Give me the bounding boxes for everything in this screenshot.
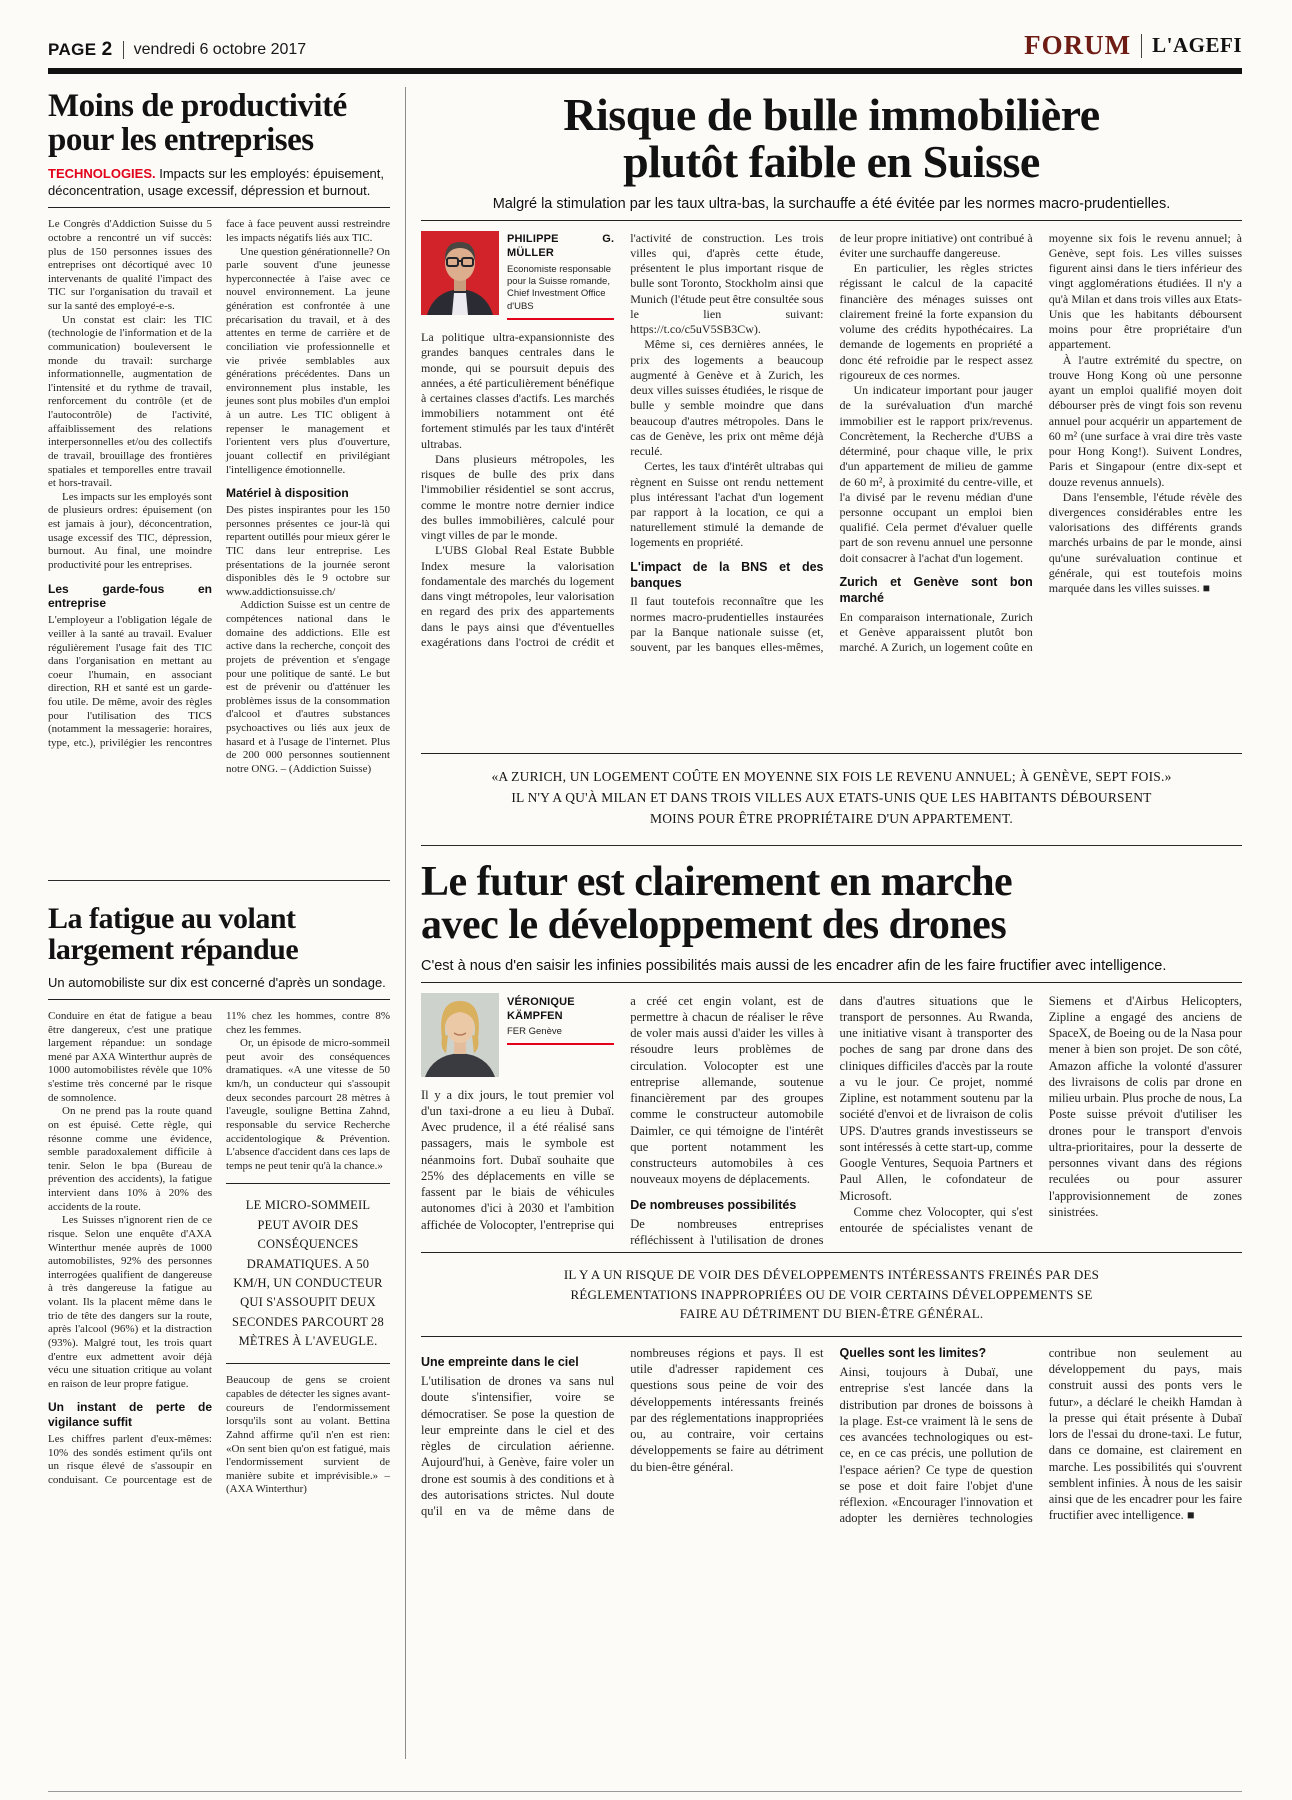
header-separator — [123, 41, 124, 59]
byline-accent-rule — [507, 318, 614, 320]
column-divider — [405, 87, 406, 1759]
subhead: Zurich et Genève sont bon marché — [839, 574, 1033, 605]
paragraph: L'UBS Global Real Estate Bubble Index mesure la valorisation fondamentale des marchés du logement dans vingt métropoles, leur valorisation en regard des prix des appartements dans le pays ainsi que d'éventuelles exagérations dans l'octroi de crédit et l'activité de construction. Les trois villes qui, d'après cette étude, présentent le plus important risque de bulle sont Toronto, Stockholm ainsi que Munich (l'étude peut être consultée sous le lien suivant: https://t.co/c5uV5SB3Cw). — [421, 230, 824, 649]
headline-line: plutôt faible en Suisse — [623, 136, 1040, 188]
article-subtitle: C'est à nous d'en saisir les infinies possibilités mais aussi de les encadrer afin de les faire fructifier avec intelligence. — [421, 958, 1242, 983]
headline-line: largement répandue — [48, 932, 299, 966]
paragraph: En comparaison internationale, Zurich et Genève apparaissent plutôt bon marché. A Zurich, un logement coûte en moyenne six fois le revenu annuel; à Genève, sept fois. Les villes suisses figurent ainsi dans le tiers inférieur des vingt agglomérations étudiées. Il n'y a qu'à Milan et dans trois villes aux Etats-Unis que les habitants déboursent moins pour être propriétaire d'un appartement. — [839, 230, 1242, 655]
paragraph: À l'autre extrémité du spectre, on trouve Hong Kong où une personne ayant un emploi qualifié moyen doit débourser près de vingt fois son revenu annuel pour acquérir un appartement de 60 m² (une surface à vrai dire très vaste pour Hong Kong!). Suivent Londres, Paris et Singapour (entre dix-sept et douze revenus annuels). — [1048, 352, 1242, 489]
page-content — [48, 87, 1242, 1759]
page-number: 2 — [101, 39, 113, 60]
paragraph: Les impacts sur les employés sont de plusieurs ordres: épuisement (on est jamais à jour), déconcentration, usage excessif des TIC, dépression, burnout. Au final, une moindre productivité pour les entreprises. — [48, 490, 213, 571]
paragraph: Dans l'ensemble, l'étude révèle des divergences considérables entre les valorisations des différents grands marchés urbains de par le monde, ainsi qu'une surévaluation continue et générale, qui est toutefois moins marquée dans les villes suisses. ■ — [1048, 489, 1242, 596]
paragraph: Comme chez Volocopter, qui s'est entourée de spécialistes venant de Siemens et d'Airbus Helicopters, Zipline a engagé des anciens de SpaceX, de Boeing ou de la Nasa pour mener à bien son projet. De son côté, Amazon affiche la volonté d'assurer des livraisons de colis par drone en milieu urbain. Plus proche de nous, La Poste suisse prévoit d'utiliser les drones pour le transport d'envois ultra-prioritaires, pour la desserte de personnes vivant dans des régions reculées ou pour assurer l'approvisionnement de zones sinistrées. — [839, 993, 1242, 1235]
kicker-tag: TECHNOLOGIES. — [48, 165, 156, 181]
author-photo-mueller — [421, 231, 499, 315]
paragraph: Les chiffres parlent d'eux-mêmes: 10% des sondés estiment qu'ils ont un risque élevé de s'assoupir en conduisant. Ce pourcentage est de 11% chez les hommes, contre 8% chez les femmes. — [48, 1009, 390, 1487]
page-bottom-rule — [48, 1791, 1242, 1792]
paragraph: Or, un épisode de micro-sommeil peut avoir des conséquences dramatiques. «A une vitesse de 50 km/h, un conducteur qui s'assoupit deux secondes parcourt 28 mètres à l'aveugle, souligne Bettina Zahnd, responsable du service Recherche accidentologique & Prévention. L'absence d'accident dans ces laps de temps ne peut tenir qu'à la chance.» — [226, 1037, 390, 1172]
right-column-main — [421, 87, 1242, 1759]
headline-line: pour les entreprises — [48, 121, 314, 158]
byline-meta — [507, 231, 614, 320]
paragraph: Beaucoup de gens se croient capables de détecter les signes avant-coureurs de l'endormissement lorsqu'ils sont au volant. Bettina Zahnd affirme qu'il n'en est rien: «On sent bien qu'on est fatigué, mais l'endormissement survient de manière subite et imprévisible.» – (AXA Winterthur) — [226, 1374, 391, 1496]
paragraph: Un constat est clair: les TIC (technologie de l'information et de la communication) bouleversent le monde du travail: surcharge informationnelle, augmentation de l'intensité et du rythme de travail, renforcement du contrôle (et de l'autocontrôle) de l'activité, affaiblissement des relations interpersonnelles et/ou des collectifs de travail, brouillage des frontières spatiales et temporelles entre travail et hors-travail. — [48, 313, 212, 490]
subhead: Matériel à disposition — [226, 486, 349, 501]
subhead: L'impact de la BNS et des banques — [630, 559, 824, 590]
section-divider — [48, 880, 390, 881]
paragraph: Conduire en état de fatigue a beau être dangereux, c'est une pratique largement répandue: un sondage mené par AXA Winterthur auprès de 1000 automobilistes révèle que 10% s'estime très concerné par le risque de somnolence. — [48, 1009, 212, 1104]
left-column-rail — [48, 87, 390, 1759]
section-divider — [421, 845, 1242, 846]
page-label — [48, 39, 113, 61]
article-headline — [48, 904, 390, 966]
headline-line: La fatigue au volant — [48, 902, 296, 935]
page-header — [48, 30, 1242, 68]
article-body — [48, 1010, 390, 1497]
article-headline — [421, 91, 1242, 186]
paragraph: En particulier, les règles strictes régissant le calcul de la capacité financière des ménages suisses ont clairement freiné la forte expansion du volume des crédits hypothécaires. La demande de logements en propriété a donc été refroidie par le respect assez rigoureux de ces normes. — [839, 261, 1033, 382]
paragraph: Il y a dix jours, le tout premier vol d'un taxi-drone a eu lieu à Dubaï. Avec prudence, il a été réalisé sans passagers, mais le symbole est néanmoins fort. Dubaï souhaite que 25% des déplacements en ville se fassent par le biais de véhicules autonomes d'ici à 2030 et l'ambition affichée de Volocopter, l'entreprise qui a créé cet engin volant, est de permettre à chacun de réaliser le rêve de voler mais aussi d'aider les villes à résoudre leurs problèmes de circulation. Volocopter est une entreprise allemande, soutenue financièrement par des groupes comme le constructeur automobile Daimler, ce qui témoigne de l'intérêt que portent notamment les constructeurs automobiles à ces nouveaux moyens de déplacements. — [421, 993, 824, 1232]
paragraph: Les Suisses n'ignorent rien de ce risque. Selon une enquête d'AXA Winterthur menée auprès de 1000 automobilistes, 92% des personnes interrogées qualifient de dangereuse à très dangereuse la fatigue au volant. Ils la placent même dans le trio de tête des dangers sur la route, après l'alcool (96%) et la distraction (93%). Malgré tout, les trois quart d'entre eux admettent avoir déjà vécu une situation critique au volant en raison de leur propre fatigue. — [48, 1214, 212, 1390]
byline-accent-rule — [507, 1043, 614, 1045]
article-kicker — [48, 165, 390, 208]
subhead: De nombreuses possibilités — [630, 1197, 797, 1212]
author-role: Economiste responsable pour la Suisse romande, Chief Investment Office d'UBS — [507, 263, 612, 312]
article-headline — [48, 89, 390, 157]
headline-line: Moins de productivité — [48, 88, 347, 124]
subhead: Les garde-fous en entreprise — [48, 581, 212, 611]
page-label-text: PAGE — [48, 40, 97, 59]
headline-line: Le futur est clairement en marche — [421, 859, 1013, 905]
byline — [421, 231, 614, 320]
paragraph: Une question générationnelle? On parle souvent d'une jeunesse hyperconnectée à l'aise avec ce nouvel environnement. La jeune génération est confrontée à une précarisation du travail, et à des attentes en terme de carrière et de conciliation vie professionnelle et vie privée semblables aux générations précédentes. Dans un environnement plus instable, les jeunes sont plus mobiles d'un emploi à un autre. Les TIC obligent à repenser le management et l'orientent vers plus d'ouverture, jouant collectif en privilégiant l'intelligence émotionnelle. — [226, 245, 390, 476]
subhead: Une empreinte dans le ciel — [421, 1354, 579, 1369]
paragraph: Le Congrès d'Addiction Suisse du 5 octobre a rencontré un vif succès: plus de 150 personnes issues des entreprises ont décortiqué avec 10 intervenants de qualité l'impact des TIC sur l'organisation du travail et sur la santé des employé-e-s. — [48, 218, 212, 313]
pull-quote: IL Y A UN RISQUE DE VOIR DES DÉVELOPPEMENTS INTÉRESSANTS FREINÉS PAR DES RÉGLEMENTATIONS INAPPROPRIÉES OU DE VOIR CERTAINS DÉVELOPPEMENTS SE FAIRE AU DÉTRIMENT DU BIEN-ÊTRE GÉNÉRAL. — [421, 1252, 1242, 1337]
paragraph: Dans plusieurs métropoles, les risques de bulle des prix dans l'immobilier résidentiel se sont accrus, comme le montre notre dernier indice des bulles immobilières, calculé pour vingt villes de par le monde. — [421, 451, 615, 543]
paragraph: De nombreuses entreprises réfléchissent à l'utilisation de drones dans d'autres situations que le transport de personnes. Au Rwanda, une initiative visant à transporter des poches de sang par drone dans des cliniques difficiles d'accès par la route a vu le jour. Ce projet, nommé Zipline, est notamment soutenu par la société d'envoi et de livraison de colis UPS. D'autres grands investisseurs se sont intéressés à cette start-up, comme Google Ventures, Sequoia Partners et Paul Allen, le cofondateur de Microsoft. — [630, 993, 1033, 1247]
article-drones — [421, 859, 1242, 1759]
kicker-text: Impacts sur les employés: épuisement, déconcentration, usage excessif, dépression et burnout. — [48, 165, 384, 199]
paragraph: L'utilisation de drones va sans nul doute s'intensifier, voire se démocratiser. Se pose la question de leur empreinte dans le ciel et des règles de circulation aérienne. Aujourd'hui, à Genève, faire voler un drone est soumis à des conditions et à des autorisations strictes. Nul doute qu'il en va de même dans de nombreuses régions et pays. Il est utile d'adresser rapidement ces questions sous peine de voir des développements intéressants freinés par des réglementations inappropriées ou, au contraire, voir certains développements se faire au détriment du bien-être général. — [421, 1345, 824, 1518]
brand-separator — [1141, 34, 1142, 58]
author-name: VÉRONIQUE KÄMPFEN — [507, 995, 575, 1022]
article-body — [421, 231, 1242, 741]
pull-quote: LE MICRO-SOMMEIL PEUT AVOIR DES CONSÉQUENCES DRAMATIQUES. A 50 KM/H, UN CONDUCTEUR QUI S'ASSOUPIT DEUX SECONDES PARCOURT 28 MÈTRES À L'AVEUGLE. — [226, 1183, 390, 1364]
paragraph: Addiction Suisse est un centre de compétences national dans le domaine des addictions. Elle est active dans la recherche, conçoit des projets de prévention et s'engage pour une politique de santé. Le but est de prévenir ou d'atténuer les problèmes issus de la consommation d'alcool et d'autres substances psychoactives ou liés aux jeux de hasard et à l'usage de l'internet. Plus de 200 000 personnes soutiennent notre ONG. – (Addiction Suisse) — [226, 599, 390, 775]
subhead: Quelles sont les limites? — [839, 1345, 987, 1360]
paragraph: La politique ultra-expansionniste des grandes banques centrales dans le monde, qui se poursuit depuis des années, a été particulièrement bénéfique à certaines classes d'actifs. Les marchés immobiliers notamment ont été fortement stimulés par les taux d'intérêt ultrabas. — [421, 330, 615, 451]
paragraph: Des pistes inspirantes pour les 150 personnes présentes ce jour-là qui repartent outillés pour mieux gérer le TIC dans leur entreprise. Les présentations de la journée seront disponibles dès le 9 octobre sur www.addictionsuisse.ch/ — [226, 504, 390, 598]
pull-quote: «A ZURICH, UN LOGEMENT COÛTE EN MOYENNE SIX FOIS LE REVENU ANNUEL; À GENÈVE, SEPT FOIS.» IL N'Y A QU'À MILAN ET DANS TROIS VILLES AUX ETATS-UNIS QUE LES HABITANTS DÉBOURSENT MOINS POUR ÊTRE PROPRIÉTAIRE D'UN APPARTEMENT. — [421, 753, 1242, 832]
paragraph: Ainsi, toujours à Dubaï, une entreprise s'est lancée dans la distribution par drones de boissons à la plage. Est-ce vraiment là le sens de ces avancées technologiques ou est-ce, en ce cas précis, une pollution de l'espace aérien? Ce type de question se pose et doit faire l'objet d'une réflexion. «Encourager l'innovation et adopter les dernières technologies contribue non seulement au développement du pays, mais construit aussi des ponts vers le futur», a déclaré le cheikh Hamdan à la presse qui était présente à Dubaï lors de l'essai du drone-taxi. Le futur, dans ce domaine, est clairement en marche. Les possibilités qui s'ouvrent semblent infinies. À nous de les saisir ainsi que de les encadrer pour les faire fructifier avec intelligence. ■ — [839, 1345, 1242, 1526]
article-productivity — [48, 87, 390, 867]
subhead: Un instant de perte de vigilance suffit — [48, 1400, 212, 1430]
byline-meta — [507, 993, 614, 1077]
article-headline — [421, 861, 1242, 948]
article-subtitle: Malgré la stimulation par les taux ultra-bas, la surchauffe a été évitée par les normes macro-prudentielles. — [421, 196, 1242, 221]
paragraph: On ne prend pas la route quand on est épuisé. Cette règle, qui résonne comme une évidence, semble paradoxalement difficile à tenir. Selon le bpa (Bureau de prévention des accidents), la fatigue intervient dans 10% à 20% des accidents de la route. — [48, 1105, 212, 1213]
section-name: FORUM — [1024, 30, 1132, 60]
page-info — [48, 39, 306, 61]
article-subtitle: Un automobiliste sur dix est concerné d'après un sondage. — [48, 974, 390, 1000]
paragraph: Même si, ces dernières années, le prix des logements a beaucoup augmenté à Genève et à Zurich, les deux villes suisses étudiées, le risque de bulle y semble moindre que dans beaucoup d'autres métropoles. Dans le cas de Genève, les prix ont même déjà reculé. — [630, 337, 824, 459]
headline-line: avec le développement des drones — [421, 902, 1007, 949]
article-body — [48, 218, 390, 776]
article-immobilier — [421, 87, 1242, 832]
article-body — [421, 993, 1242, 1760]
author-role: FER Genève — [507, 1026, 562, 1038]
article-fatigue — [48, 894, 390, 1759]
page-date: vendredi 6 octobre 2017 — [133, 41, 307, 58]
masthead-rule — [48, 68, 1242, 74]
paragraph: Certes, les taux d'intérêt ultrabas qui règnent en Suisse ont rendu nettement plus intéressant l'achat d'un logement par rapport à la location, ce qui a naturellement stimulé la demande de logements en propriété. — [630, 459, 824, 550]
brand-logo: L'AGEFI — [1152, 33, 1242, 57]
paragraph: L'employeur a l'obligation légale de veiller à la santé au travail. Evaluer régulièrement l'usage fait des TIC dans l'organisation en mettant au coeur l'humain, en associant direction, RH et santé est un garde-fou utile. De même, avoir des règles pour l'utilisation des TICS (notamment la messagerie: horaires, type, etc.), privilégier les rencontres face à face peuvent aussi restreindre les impacts négatifs liés aux TIC. — [48, 218, 390, 749]
headline-line: Risque de bulle immobilière — [563, 89, 1100, 140]
paragraph: Il faut toutefois reconnaître que les normes macro-prudentielles instaurées par la Banque nationale suisse (et, souvent, par les banques elles-mêmes, de leur propre initiative) ont contribué à éviter une surchauffe dangereuse. — [630, 230, 1033, 655]
byline — [421, 993, 614, 1077]
paragraph: Un indicateur important pour jauger de la surévaluation d'un marché immobilier est le rapport prix/revenus. Concrètement, la Recherche d'UBS a déterminé, pour chaque ville, le prix d'un appartement de milieu de gamme de 60 m², à proximité du centre-ville, et l'a divisé par le revenu médian d'une personne occupant un emploi bien qualifié. Cela permet d'évaluer quelle part de son revenu annuel une personne doit consacrer à l'achat d'un logement. — [839, 383, 1033, 565]
masthead-brand — [1024, 30, 1242, 61]
author-name: PHILIPPE G. MÜLLER — [507, 232, 615, 259]
author-photo-kaempfen — [421, 993, 499, 1077]
